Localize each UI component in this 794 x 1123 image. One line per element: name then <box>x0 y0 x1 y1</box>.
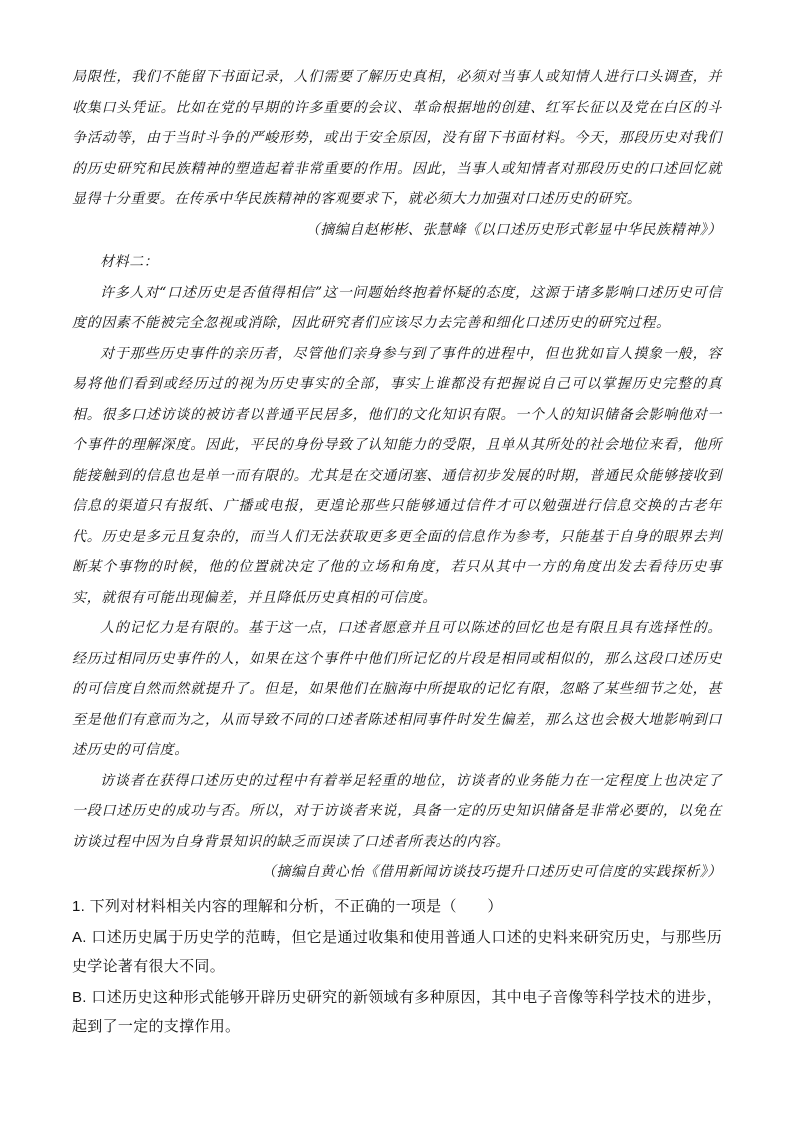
material2-source: （摘编自黄心怡《借用新闻访谈技巧提升口述历史可信度的实践探析》） <box>261 864 722 880</box>
material2-paragraph-1: 许多人对“口述历史是否值得相信”这一问题始终抱着怀疑的态度，这源于诸多影响口述历史可信度的因素不能被完全忽视或消除，因此研究者们应该尽力去完善和细化口述历史的研究过程。 <box>72 284 722 331</box>
question-1-stem: 1. 下列对材料相关内容的理解和分析，不正确的一项是（ ） <box>72 897 503 915</box>
material2-paragraph-2: 对于那些历史事件的亲历者，尽管他们亲身参与到了事件的进程中，但也犹如盲人摸象一般，容易将他们看到或经历过的视为历史事实的全部，事实上谁都没有把握说自己可以掌握历史完整的真相。很多口述访谈的被访者以普通平民居多，他们的文化知识有限。一个人的知识储备会影响他对一个事件的理解深度。因此，平民的身份导致了认知能力的受限，且单从其所处的社会地位来看，他所能接触到的信息也是单一而有限的。尤其是在交通闭塞、通信初步发展的时期，普通民众能够接收到信息的渠道只有报纸、广播或电报，更遑论那些只能够通过信件才可以勉强进行信息交换的古老年代。历史是多元且复杂的，而当人们无法获取更多更全面的信息作为参考，只能基于自身的眼界去判断某个事物的时候，他的位置就决定了他的立场和角度，若只从其中一方的角度出发去看待历史事实，就很有可能出现偏差，并且降低历史真相的可信度。 <box>72 345 722 606</box>
material1-paragraph: 局限性，我们不能留下书面记录，人们需要了解历史真相，必须对当事人或知情人进行口头调查，并收集口头凭证。比如在党的早期的许多重要的会议、革命根据地的创建、红军长征以及党在白区的斗争活动等，由于当时斗争的严峻形势，或出于安全原因，没有留下书面材料。今天，那段历史对我们的历史研究和民族精神的塑造起着非常重要的作用。因此，当事人或知情者对那段历史的口述回忆就显得十分重要。在传承中华民族精神的客观要求下，就必须大力加强对口述历史的研究。 <box>72 69 722 207</box>
material2-paragraph-4: 访谈者在获得口述历史的过程中有着举足轻重的地位，访谈者的业务能力在一定程度上也决定了一段口述历史的成功与否。所以，对于访谈者来说，具备一定的历史知识储备是非常必要的，以免在访谈过程中因为自身背景知识的缺乏而误读了口述者所表达的内容。 <box>72 772 722 850</box>
reading-passage <box>72 62 722 888</box>
material2-label: 材料二： <box>100 254 159 270</box>
material2-paragraph-3: 人的记忆力是有限的。基于这一点，口述者愿意并且可以陈述的回忆也是有限且具有选择性的。经历过相同历史事件的人，如果在这个事件中他们所记忆的片段是相同或相似的，那么这段口述历史的可信度自然而然就提升了。但是，如果他们在脑海中所提取的记忆有限，忽略了某些细节之处，甚至是他们有意而为之，从而导致不同的口述者陈述相同事件时发生偏差，那么这也会极大地影响到口述历史的可信度。 <box>72 620 722 758</box>
material1-source: （摘编自赵彬彬、张慧峰《以口述历史形式彰显中华民族精神》） <box>305 221 722 238</box>
question-1-option-b: B. 口述历史这种形式能够开辟历史研究的新领域有多种原因，其中电子音像等科学技术的进步，起到了一定的支撑作用。 <box>72 988 722 1035</box>
question-1-option-a: A. 口述历史属于历史学的范畴，但它是通过收集和使用普通人口述的史料来研究历史，与那些历史学论著有很大不同。 <box>72 928 722 975</box>
question-section <box>72 892 722 1041</box>
